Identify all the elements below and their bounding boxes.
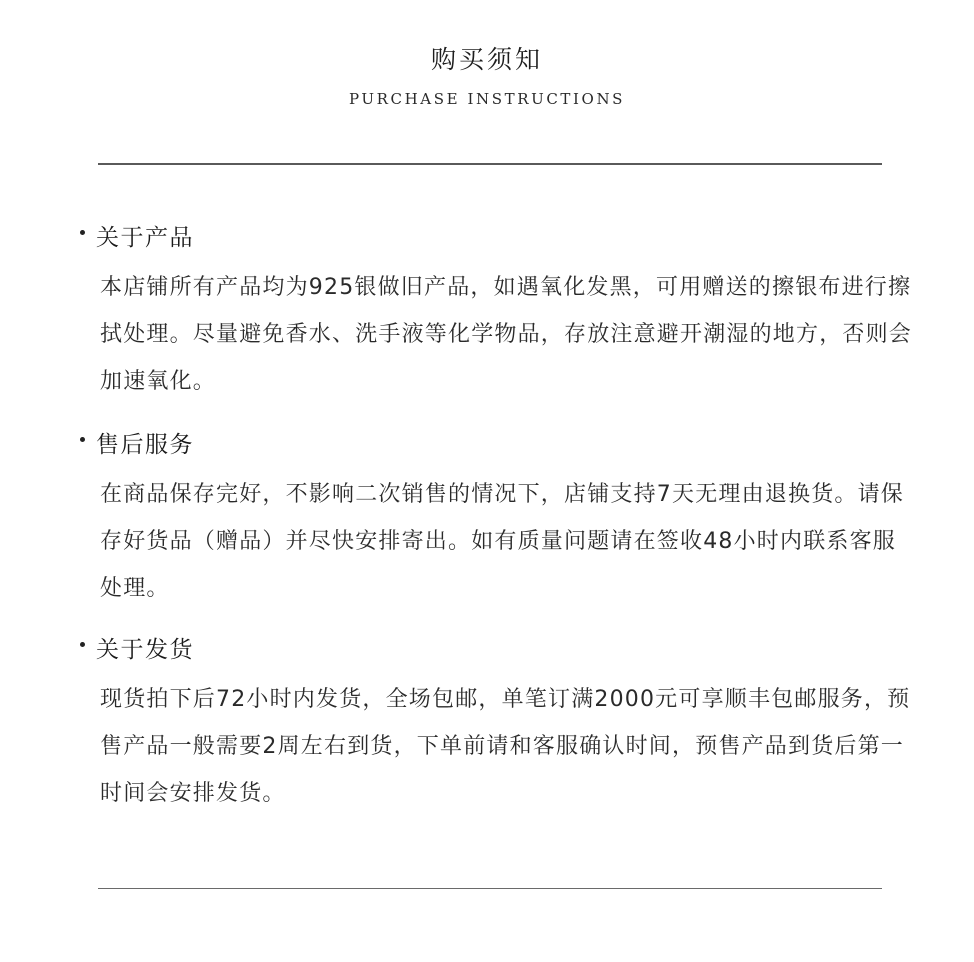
top-divider [98, 163, 882, 165]
page-subtitle: PURCHASE INSTRUCTIONS [348, 90, 626, 108]
section-product [80, 218, 920, 405]
section-title: 关于发货 [96, 636, 194, 663]
section-body: 本店铺所有产品均为925银做旧产品，如遇氧化发黑，可用赠送的擦银布进行擦拭处理。尽量避免香水、洗手液等化学物品，存放注意避开潮湿的地方，否则会加速氧化。 [100, 275, 913, 394]
bullet-icon [80, 642, 85, 647]
section-body: 现货拍下后72小时内发货，全场包邮，单笔订满2000元可享顺丰包邮服务，预售产品一般需要2周左右到货，下单前请和客服确认时间，预售产品到货后第一时间会安排发货。 [100, 687, 911, 806]
section-header [80, 218, 920, 252]
section-after-sales [80, 425, 920, 612]
bullet-icon [80, 230, 85, 235]
section-shipping [80, 630, 920, 817]
section-header [80, 630, 920, 664]
section-header [80, 425, 920, 459]
bottom-divider [98, 888, 882, 889]
page-title: 购买须知 [430, 45, 543, 74]
section-body: 在商品保存完好，不影响二次销售的情况下，店铺支持7天无理由退换货。请保存好货品（赠品）并尽快安排寄出。如有质量问题请在签收48小时内联系客服处理。 [100, 482, 904, 601]
section-title: 关于产品 [96, 224, 194, 251]
bullet-icon [80, 437, 85, 442]
section-title: 售后服务 [96, 431, 194, 458]
